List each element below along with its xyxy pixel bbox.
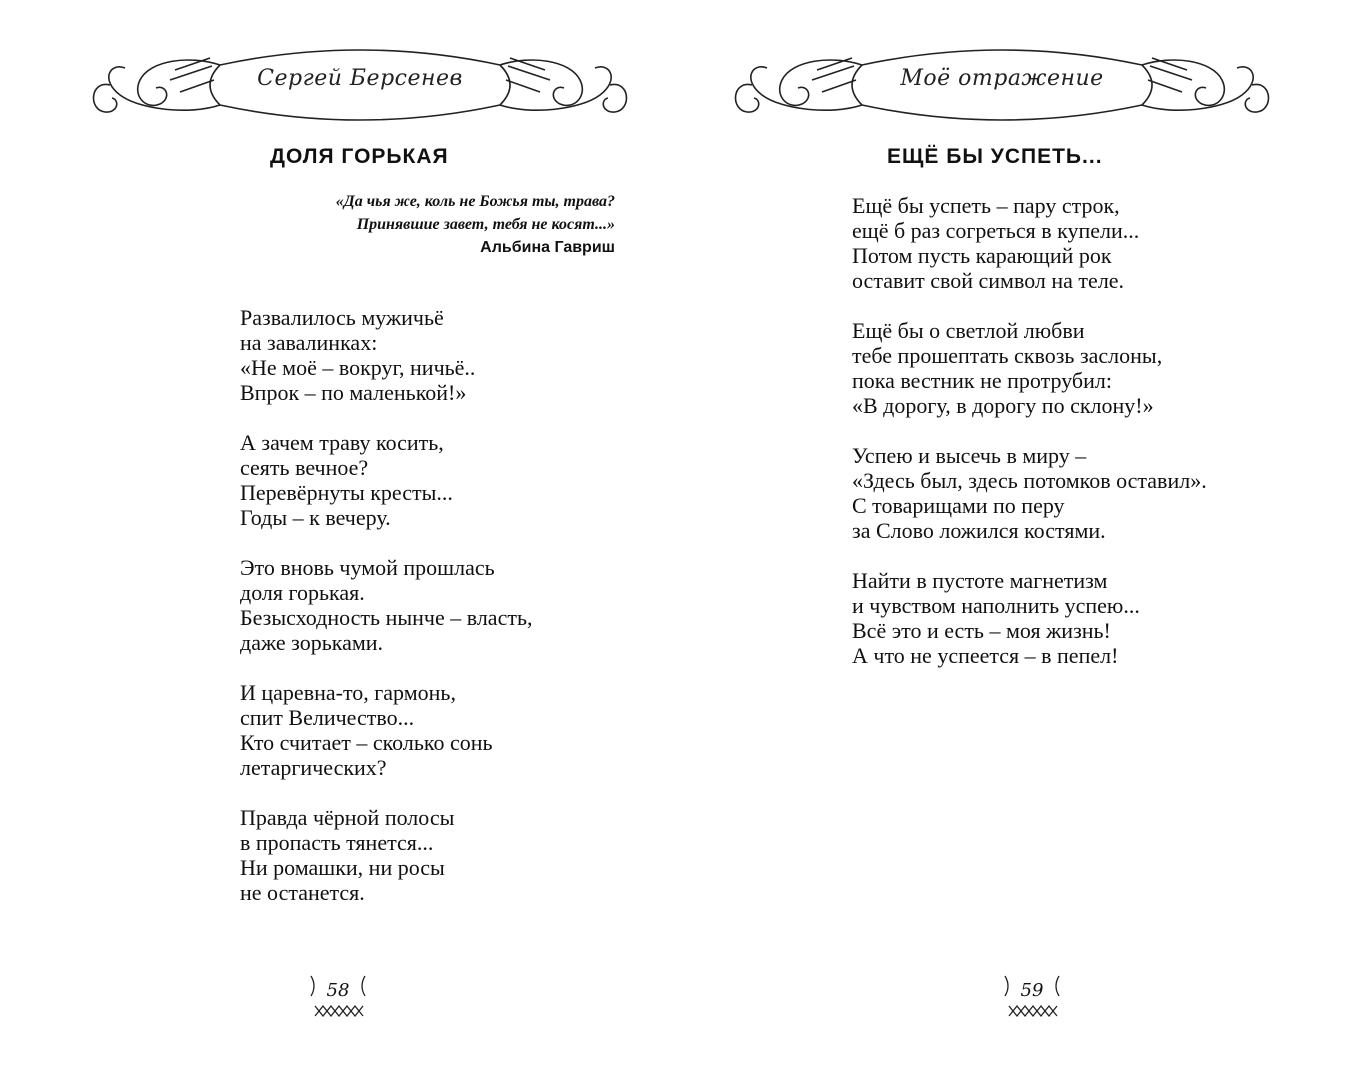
verse-line: Кто считает – сколько сонь [240,730,493,755]
verse-line: Ни ромашки, ни росы [240,855,445,880]
verse-line: в пропасть тянется... [240,830,434,855]
epigraph-line: Принявшие завет, тебя не косят...» [356,216,615,233]
verse-line: сеять вечное? [240,455,369,480]
stanza [240,555,640,655]
verse-line: пока вестник не протрубил: [852,368,1112,393]
verse-line: Потом пусть карающий рок [852,243,1112,268]
verse-line: летаргических? [240,755,387,780]
verse-line: Безысходность нынче – власть, [240,605,533,630]
poem-title: ЕЩЁ БЫ УСПЕТЬ... [887,145,1103,168]
running-head-ornament [80,40,640,130]
stanza [240,680,640,780]
running-head-author: Сергей Берсенев [257,66,463,91]
stanza [240,305,640,405]
verse-line: оставит свой символ на теле. [852,268,1125,293]
verse-line: Ещё бы о светлой любви [852,318,1085,343]
verse-line: И царевна-то, гармонь, [240,680,456,705]
verse-line: Это вновь чумой прошлась [240,555,495,580]
left-page [0,0,672,1080]
stanza [852,443,1322,543]
verse-line: Ещё бы успеть – пару строк, [852,193,1120,218]
right-page [672,0,1345,1080]
verse-line: Перевёрнуты кресты... [240,480,453,505]
page-number-ornament [303,968,373,1028]
verse-line: Найти в пустоте магнетизм [852,568,1108,593]
verse-line: спит Величество... [240,705,415,730]
stanza [240,430,640,530]
verse-line: Успею и высечь в миру – [852,443,1087,468]
verse-line: А что не успеется – в пепел! [852,643,1119,668]
verse-line: Развалилось мужичьё [240,305,444,330]
stanza [852,193,1322,293]
poem-title: ДОЛЯ ГОРЬКАЯ [270,145,449,168]
verse-line: «В дорогу, в дорогу по склону!» [852,393,1154,418]
verse-line: даже зорьками. [240,630,384,655]
verse-line: на завалинках: [240,330,378,355]
page-number-ornament [997,968,1067,1028]
epigraph-line: «Да чья же, коль не Божья ты, трава? [335,193,615,210]
stanza [852,568,1322,668]
verse-line: не останется. [240,880,365,905]
verse-line: Всё это и есть – моя жизнь! [852,618,1111,643]
verse-line: «Не моё – вокруг, ничьё.. [240,355,476,380]
verse-line: Годы – к вечеру. [240,505,391,530]
verse-line: Впрок – по маленькой!» [240,380,467,405]
page-number: 58 [326,980,350,1001]
stanza [240,805,640,905]
poem-body [240,305,640,930]
verse-line: С товарищами по перу [852,493,1065,518]
verse-line: тебе прошептать сквозь заслоны, [852,343,1163,368]
running-head-book-title: Моё отражение [900,66,1104,91]
running-head-ornament [722,40,1282,130]
page-number: 59 [1020,980,1044,1001]
verse-line: Правда чёрной полосы [240,805,455,830]
poem-body [852,193,1322,693]
verse-line: за Слово ложился костями. [852,518,1106,543]
verse-line: и чувством наполнить успею... [852,593,1140,618]
epigraph-author: Альбина Гавриш [480,239,615,256]
verse-line: ещё б раз согреться в купели... [852,218,1140,243]
epigraph [230,190,615,259]
verse-line: доля горькая. [240,580,365,605]
stanza [852,318,1322,418]
verse-line: А зачем траву косить, [240,430,444,455]
verse-line: «Здесь был, здесь потомков оставил». [852,468,1207,493]
